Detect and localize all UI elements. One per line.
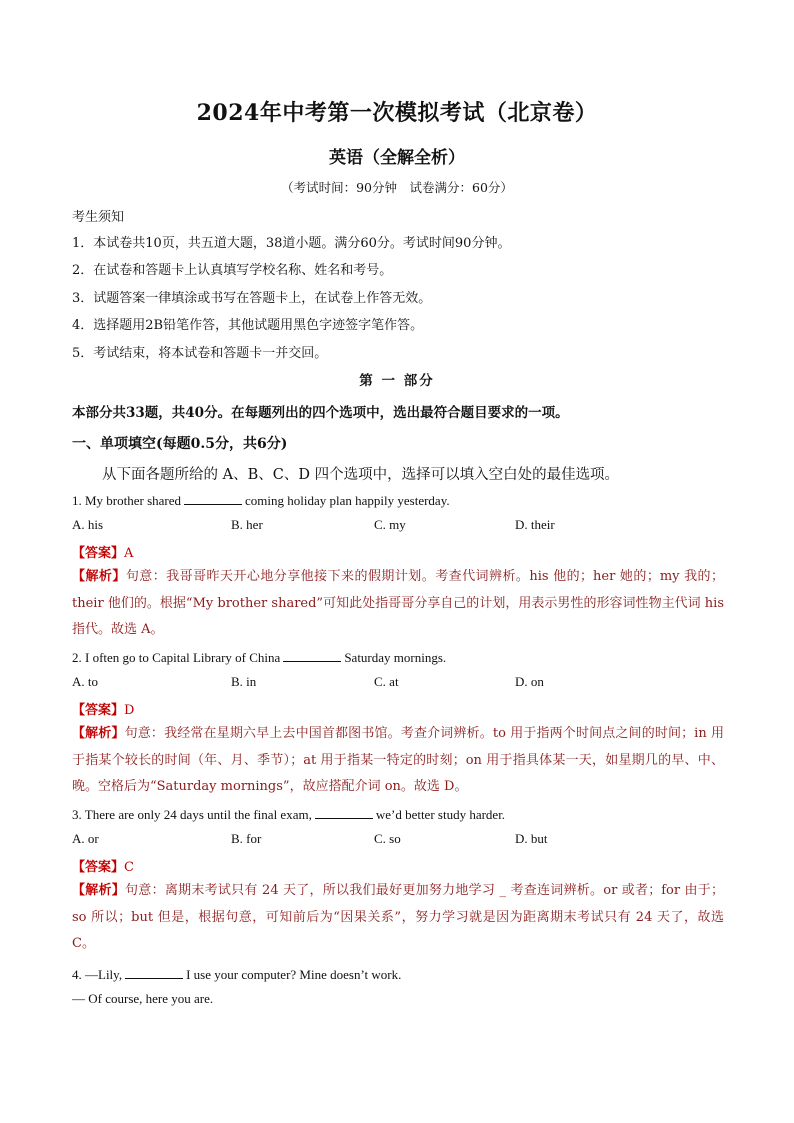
option-b: B. for [231,831,262,846]
question-stem [72,650,446,666]
stem-before: 2. I often go to Capital Library of China [72,650,281,665]
answer-blank [184,493,242,505]
question-stem [72,493,450,509]
option-d: D. on [515,674,544,689]
answer-blank [315,807,373,819]
analysis-block [72,878,724,958]
notice-item: 1．本试卷共10页，共五道大题，38道小题。满分60分。考试时间90分钟。 [72,236,511,251]
answer-line [72,542,133,561]
analysis-block [72,564,724,644]
notice-item: 5．考试结束，将本试卷和答题卡一并交回。 [72,346,328,361]
notice-title: 考生须知 [72,210,125,225]
section-title: 一、单项填空(每题0.5分，共6分) [72,436,288,452]
answer-blank [283,650,341,662]
page-title: 2024年中考第一次模拟考试（北京卷） [196,100,598,126]
answer-label: 【答案】 [72,546,125,561]
notice-item: 2．在试卷和答题卡上认真填写学校名称、姓名和考号。 [72,263,393,278]
page-subtitle: 英语（全解全析） [329,148,465,168]
analysis-label: 【解析】 [72,726,125,741]
option-b: B. in [231,674,257,689]
analysis-text: 句意：离期末考试只有 24 天了，所以我们最好更加努力地学习 _ 考查连词辨析。or 或者；for 由于；so 所以；but 但是，根据句意，可知前后为“因果关系”，努力学习就是因为距离期末考试只有 24 天了，故选 C。 [72,883,724,951]
analysis-label: 【解析】 [72,883,126,898]
notice-item: 4．选择题用2B铅笔作答，其他试题用黑色字迹签字笔作答。 [72,318,424,333]
answer-line [72,699,134,718]
answer-label: 【答案】 [72,703,125,718]
option-c: C. at [374,674,399,689]
answer-blank [125,967,183,979]
question-stem [72,967,401,983]
notice-item: 3．试题答案一律填涂或书写在答题卡上，在试卷上作答无效。 [72,291,432,306]
option-a: A. or [72,831,99,846]
stem-after: Saturday mornings. [344,650,447,665]
question-stem [72,807,505,823]
option-c: C. so [374,831,401,846]
answer-label: 【答案】 [72,860,125,875]
exam-info: （考试时间：90分钟 试卷满分：60分） [281,180,513,195]
option-a: A. to [72,674,98,689]
analysis-label: 【解析】 [72,569,126,584]
stem-before: 4. —Lily, [72,967,123,982]
option-b: B. her [231,517,263,532]
stem-after: coming holiday plan happily yesterday. [245,493,450,508]
part-description: 本部分共33题，共40分。在每题列出的四个选项中，选出最符合题目要求的一项。 [72,405,569,421]
analysis-text: 句意：我哥哥昨天开心地分享他接下来的假期计划。考查代词辨析。his 他的；her 她的；my 我的；their 他们的。根据“My brother shared”可知此处指哥哥分享自己的计划，用表示男性的形容词性物主代词 his 指代。故选 A。 [72,569,724,637]
section-instruction: 从下面各题所给的 A、B、C、D 四个选项中，选择可以填入空白处的最佳选项。 [102,467,620,483]
analysis-block [72,721,724,801]
answer-line [72,856,134,875]
option-c: C. my [374,517,406,532]
answer-value: D [124,703,135,718]
dialogue-reply: — Of course, here you are. [72,991,214,1006]
analysis-text: 句意：我经常在星期六早上去中国首都图书馆。考查介词辨析。to 用于指两个时间点之间的时间；in 用于指某个较长的时间（年、月、季节）；at 用于指某一特定的时刻；on 用于指具体某一天，如星期几的早、中、晚。空格后为“Saturday mornings”，故应搭配介词 on。故选 D。 [72,726,724,794]
option-d: D. their [515,517,555,532]
answer-value: C [124,860,134,875]
answer-value: A [124,546,134,561]
option-d: D. but [515,831,548,846]
option-a: A. his [72,517,104,532]
stem-after: we’d better study harder. [375,807,506,822]
stem-after: I use your computer? Mine doesn’t work. [186,967,402,982]
stem-before: 3. There are only 24 days until the final exam, [72,807,312,822]
part-title: 第 一 部分 [359,373,435,389]
stem-before: 1. My brother shared [72,493,182,508]
